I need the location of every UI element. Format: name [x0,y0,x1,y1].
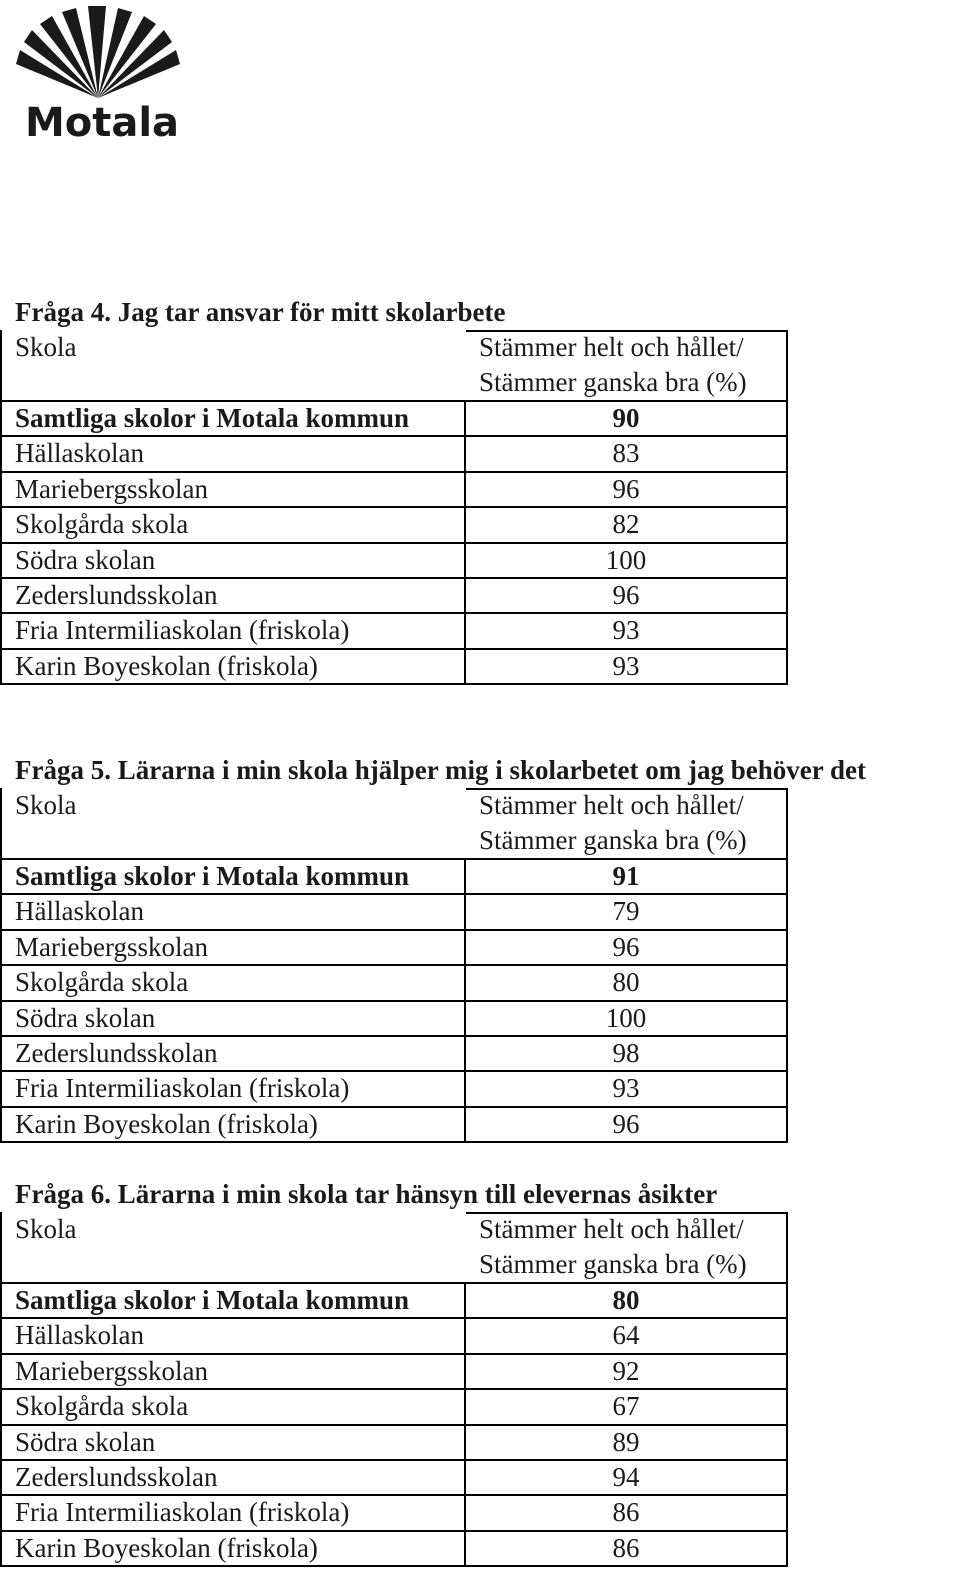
question-section [0,294,960,685]
header-value [479,330,747,400]
table-row [0,1494,788,1529]
percent-value: 90 [612,403,640,433]
school-name: Hällaskolan [15,1320,144,1351]
table-header [0,330,788,400]
table-header [0,1212,788,1282]
school-name: Zederslundsskolan [15,1461,218,1492]
table-row [0,964,788,999]
header-school: Skola [15,1214,77,1244]
table-row [0,1424,788,1459]
school-name: Fria Intermiliaskolan (friskola) [15,1073,350,1104]
percent-value: 98 [612,1037,640,1068]
percent-value: 86 [612,1532,640,1563]
table-row [0,435,788,470]
school-name: Skolgårda skola [15,1391,189,1422]
header-value [479,788,747,858]
table-row [0,1000,788,1035]
results-table [0,330,788,685]
header-value-line-2: Stämmer ganska bra (%) [479,367,747,397]
header-value-line-1: Stämmer helt och hållet/ [479,332,744,362]
header-value-line-2: Stämmer ganska bra (%) [479,1249,747,1279]
school-name: Södra skolan [15,1426,156,1457]
percent-value: 93 [612,650,640,681]
percent-value: 92 [612,1355,640,1386]
school-name: Mariebergsskolan [15,473,208,504]
percent-value: 64 [612,1320,640,1351]
table-row-total [0,400,788,435]
table-row [0,1035,788,1070]
table-header [0,788,788,858]
percent-value: 80 [612,967,640,998]
school-name: Fria Intermiliaskolan (friskola) [15,1497,350,1528]
results-table [0,788,788,1143]
header-value [479,1212,747,1282]
school-name: Karin Boyeskolan (friskola) [15,1532,318,1563]
header-school: Skola [15,790,77,820]
table-row [0,1353,788,1388]
percent-value: 89 [612,1426,640,1457]
percent-value: 91 [612,861,640,891]
school-name: Zederslundsskolan [15,579,218,610]
table-row-total [0,858,788,893]
school-name: Zederslundsskolan [15,1037,218,1068]
header-value-line-1: Stämmer helt och hållet/ [479,790,744,820]
percent-value: 94 [612,1461,640,1492]
school-name: Karin Boyeskolan (friskola) [15,650,318,681]
table-row [0,1070,788,1105]
table-row [0,1388,788,1423]
table-row [0,1317,788,1352]
question-title: Fråga 5. Lärarna i min skola hjälper mig i skolarbetet om jag behöver det [15,755,866,785]
table-row [0,542,788,577]
school-name: Södra skolan [15,1002,156,1033]
header-value-line-2: Stämmer ganska bra (%) [479,825,747,855]
motala-logo [10,6,196,140]
percent-value: 79 [612,896,640,927]
table-row [0,612,788,647]
header-value-line-1: Stämmer helt och hållet/ [479,1214,744,1244]
percent-value: 96 [612,473,640,504]
school-name: Skolgårda skola [15,967,189,998]
table-row [0,929,788,964]
motala-logo-icon [10,6,196,140]
table-row [0,577,788,612]
school-name: Hällaskolan [15,896,144,927]
table-row [0,1106,788,1141]
percent-value: 83 [612,438,640,469]
percent-value: 96 [612,1108,640,1139]
percent-value: 93 [612,1073,640,1104]
percent-value: 86 [612,1497,640,1528]
percent-value: 93 [612,615,640,646]
percent-value: 100 [605,1002,647,1033]
school-name: Fria Intermiliaskolan (friskola) [15,615,350,646]
percent-value: 100 [605,544,647,575]
results-table [0,1212,788,1567]
table-row [0,1530,788,1565]
header-school: Skola [15,332,77,362]
school-name: Södra skolan [15,544,156,575]
logo-wordmark: Motala [24,100,180,140]
question-section [0,1176,960,1567]
school-name: Mariebergsskolan [15,1355,208,1386]
question-title: Fråga 6. Lärarna i min skola tar hänsyn till elevernas åsikter [15,1179,718,1209]
school-name: Samtliga skolor i Motala kommun [15,403,410,433]
table-row [0,506,788,541]
percent-value: 80 [612,1285,640,1315]
school-name: Skolgårda skola [15,509,189,540]
table-row [0,893,788,928]
school-name: Mariebergsskolan [15,931,208,962]
percent-value: 96 [612,931,640,962]
school-name: Samtliga skolor i Motala kommun [15,1285,410,1315]
school-name: Samtliga skolor i Motala kommun [15,861,410,891]
question-title: Fråga 4. Jag tar ansvar för mitt skolarbete [15,297,506,327]
school-name: Karin Boyeskolan (friskola) [15,1108,318,1139]
table-row [0,648,788,683]
percent-value: 96 [612,579,640,610]
percent-value: 67 [612,1391,640,1422]
school-name: Hällaskolan [15,438,144,469]
percent-value: 82 [612,509,640,540]
question-section [0,752,960,1143]
table-row-total [0,1282,788,1317]
table-row [0,471,788,506]
table-row [0,1459,788,1494]
